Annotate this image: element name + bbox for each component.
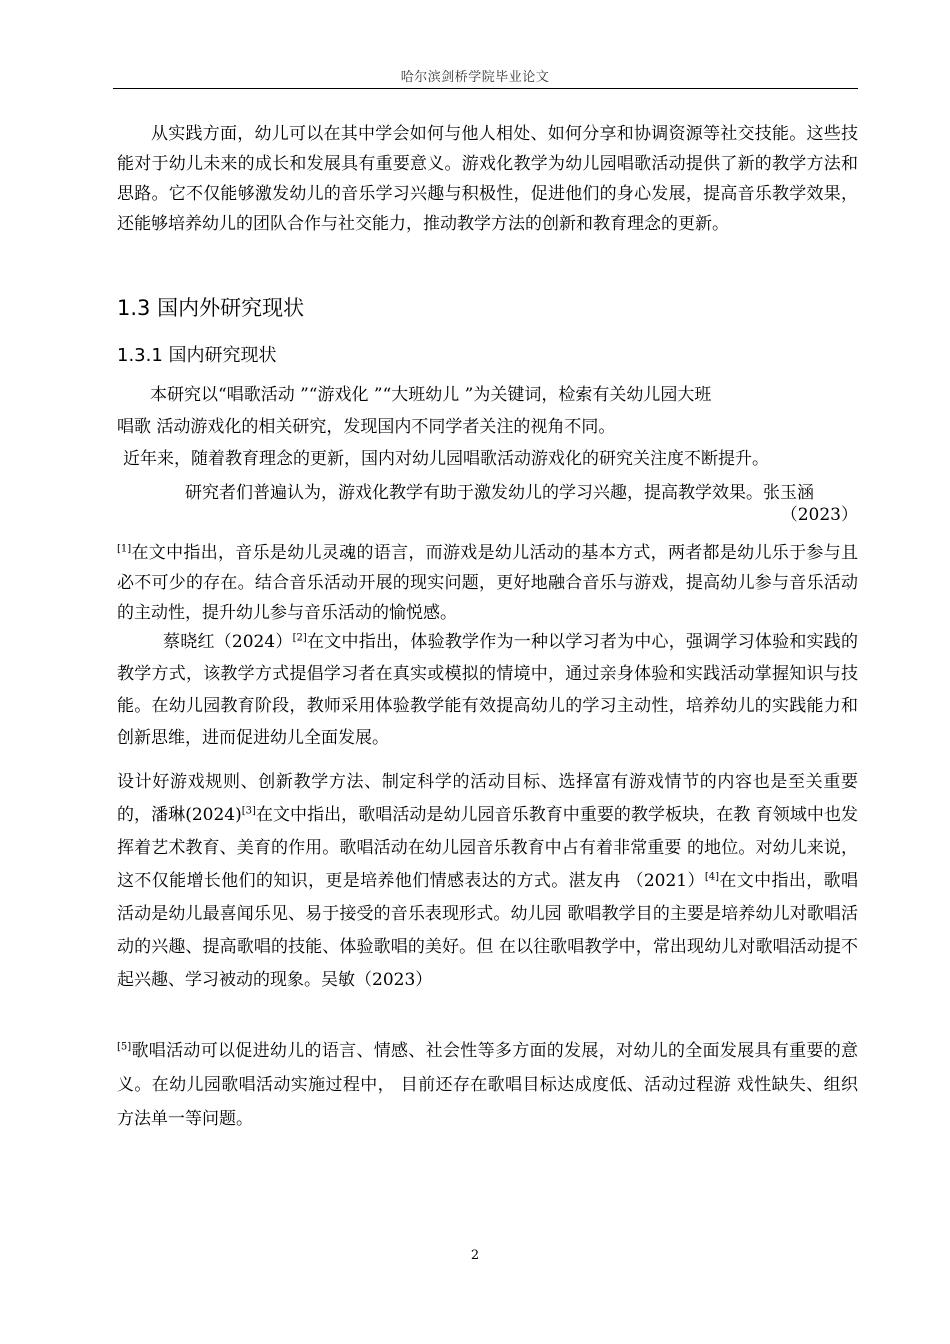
- text-line-perspectives: 唱歌 活动游戏化的相关研究，发现国内不同学者关注的视角不同。: [117, 417, 616, 437]
- paragraph-zhang: [117, 538, 858, 628]
- citation-5: [5]: [117, 1041, 132, 1053]
- page-header: 哈尔滨剑桥学院毕业论文: [400, 70, 550, 85]
- paragraph-wu: [117, 1034, 858, 1136]
- paragraph-cai: [117, 626, 858, 754]
- text-line-keywords: 本研究以“唱歌活动 ”“游戏化 ”“大班幼儿 ”为关键词，检索有关幼儿园大班: [150, 385, 712, 405]
- paragraph-cai-text: 在文中指出，体验教学作为一种以学习者为中心，强调学习体验和实践的教学方式，该教学方式提倡学习者在真实或模拟的情境中，通过亲身体验和实践活动掌握知识与技能。在幼儿园教育阶段，教师采用体验教学能有效提高幼儿的学习主动性，培养幼儿的实践能力和创新思维，进而促进幼儿全面发展。: [117, 632, 859, 748]
- citation-2: [2]: [292, 632, 307, 644]
- header-rule: [113, 88, 858, 89]
- paragraph-pan-c: 在文中指出，歌唱活动是幼儿最喜闻乐见、易于接受的音乐表现形式。幼儿园 歌唱教学目的主要是培养幼儿对歌唱活动的兴趣、提高歌唱的技能、体验歌唱的美好。但 在以往歌唱教学中，常出现幼儿对歌唱活动提不起兴趣、学习被动的现象。吴敏（2023）: [117, 871, 859, 990]
- citation-1: [1]: [117, 543, 132, 555]
- citation-3: [3]: [241, 805, 256, 817]
- paragraph-pan-a: 设计好游戏规则、创新教学方法、制定科学的活动目标、选择富有游戏情节的内容也是至关重要的，潘琳(2024): [117, 772, 858, 825]
- paragraph-wu-text: 歌唱活动可以促进幼儿的语言、情感、社会性等多方面的发展，对幼儿的全面发展具有重要的意义。在幼儿园歌唱活动实施过程中， 目前还存在歌唱目标达成度低、活动过程游 戏性缺失、组织方法单一等问题。: [117, 1041, 858, 1129]
- heading-1-3-1: 1.3.1 国内研究现状: [117, 345, 277, 366]
- paragraph-pan-b: 在文中指出，歌唱活动是幼儿园音乐教育中重要的教学板块，在教 育领域中也发挥着艺术教育、美育的作用。歌唱活动在幼儿园音乐教育中占有着非常重要 的地位。对幼儿来说，这不仅能增长他们的知识，更是培养他们情感表达的方式。湛友冉 （2021）: [117, 805, 858, 891]
- text-line-researchers: 研究者们普遍认为，游戏化教学有助于激发幼儿的学习兴趣，提高教学效果。张玉涵: [185, 483, 814, 503]
- text-line-recent: 近年来，随着教育理念的更新，国内对幼儿园唱歌活动游戏化的研究关注度不断提升。: [123, 449, 769, 469]
- paragraph-pan: [117, 766, 858, 997]
- paragraph-practice: 从实践方面，幼儿可以在其中学会如何与他人相处、如何分享和协调资源等社交技能。这些技能对于幼儿未来的成长和发展具有重要意义。游戏化教学为幼儿园唱歌活动提供了新的教学方法和思路。它不仅能够激发幼儿的音乐学习兴趣与积极性，促进他们的身心发展，提高音乐教学效果，还能够培养幼儿的团队合作与社交能力，推动教学方法的创新和教育理念的更新。: [117, 124, 858, 234]
- text-line-year: （2023）: [780, 505, 858, 525]
- page-number: 2: [470, 1248, 480, 1263]
- heading-1-3: 1.3 国内外研究现状: [117, 296, 305, 320]
- citation-4: [4]: [704, 871, 720, 883]
- paragraph-zhang-text: 在文中指出，音乐是幼儿灵魂的语言，而游戏是幼儿活动的基本方式，两者都是幼儿乐于参与且必不可少的存在。结合音乐活动开展的现实问题，更好地融合音乐与游戏，提高幼儿参与音乐活动的主动性，提升幼儿参与音乐活动的愉悦感。: [117, 543, 858, 623]
- author-cai: 蔡晓红（2024）: [163, 632, 293, 652]
